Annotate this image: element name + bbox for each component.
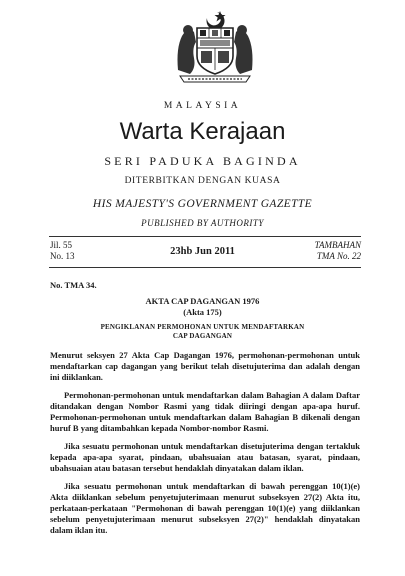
notice-heading-line2: CAP DAGANGAN [172, 332, 233, 340]
header-divider-top [49, 236, 361, 237]
gazette-subtitle: SERI PADUKA BAGINDA [104, 154, 301, 168]
body-paragraph: Jika sesuatu permohonan untuk mendaftarkan disetujuterima dengan tertakluk kepada apa-apa syarat, pindaan, ubahsuaian atau batasan, syarat, pindaan, ubahsuaian atau batasan tersebut hendaklah dinyatakan dalam iklan. [50, 441, 360, 473]
malaysia-coat-of-arms-icon [172, 8, 258, 86]
notice-heading-line1: PENGIKLANAN PERMOHONAN UNTUK MENDAFTARKAN [100, 323, 305, 331]
body-paragraph: Jika sesuatu permohonan untuk mendaftarkan di bawah perenggan 10(1)(e) Akta diiklankan sebelum penyetujuterimaan menurut subseksyen 27(2) Akta itu, perkataan-perkataan "Permohonan di bawah perenggan 10(1)(e) yang diiklankan sebelum penyetujuterimaan menurut subseksyen 27(2)" hendaklah dinyatakan dalam iklan itu. [50, 481, 360, 535]
supplement-label: TAMBAHAN [314, 240, 361, 250]
notice-heading [0, 323, 405, 341]
notice-number: No. TMA 34. [50, 280, 97, 290]
issue-date: 23hb Jun 2011 [170, 246, 235, 257]
notice-body [50, 350, 360, 543]
body-paragraph: Permohonan-permohonan untuk mendaftarkan dalam Bahagian A dalam Daftar ditandakan dengan Nombor Rasmi yang tidak diiringi dengan apa-apa huruf. Permohonan-permohonan untuk mendaftarkan dalam Bahagian B dikenali dengan huruf B yang ditambahkan kepada Nombor-nombor Rasmi. [50, 390, 360, 433]
header-divider-bottom [49, 267, 361, 268]
body-paragraph: Menurut seksyen 27 Akta Cap Dagangan 1976, permohonan-permohonan untuk mendaftarkan cap dagangan yang berikut telah disetujuterima dan adalah dengan ini diiklankan. [50, 350, 360, 382]
supplement-number: TMA No. 22 [316, 251, 361, 261]
gazette-title: Warta Kerajaan [119, 118, 286, 145]
act-number: (Akta 175) [183, 307, 222, 317]
country-name: MALAYSIA [163, 101, 242, 111]
english-subtitle: PUBLISHED BY AUTHORITY [141, 218, 264, 228]
act-title: AKTA CAP DAGANGAN 1976 [145, 296, 260, 306]
issue-number: No. 13 [50, 251, 75, 261]
english-title: HIS MAJESTY'S GOVERNMENT GAZETTE [92, 198, 313, 210]
published-by-authority-malay: DITERBITKAN DENGAN KUASA [124, 176, 281, 186]
volume-number: Jil. 55 [50, 240, 73, 250]
supplement-info [315, 240, 361, 262]
